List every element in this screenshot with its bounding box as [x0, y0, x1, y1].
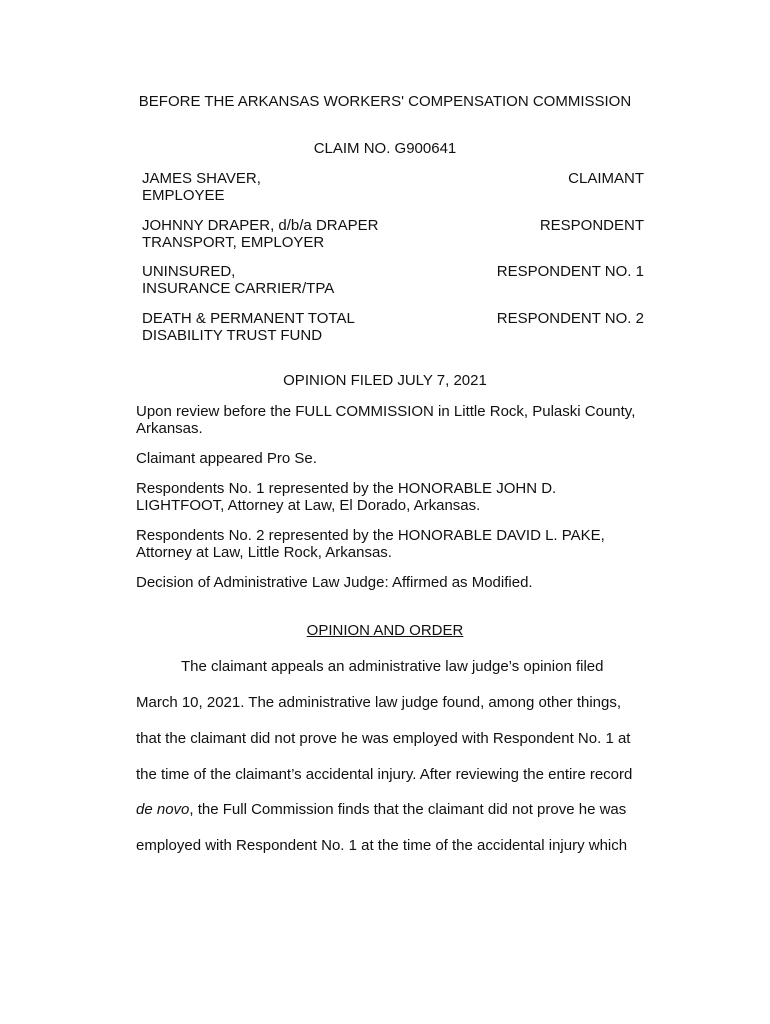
opinion-filed-date: OPINION FILED JULY 7, 2021 [283, 372, 487, 389]
party-name [142, 310, 482, 344]
respondent-2-counsel [136, 527, 656, 561]
party-role: RESPONDENT [539, 217, 644, 234]
paragraph-line: Attorney at Law, Little Rock, Arkansas. [136, 544, 392, 561]
party-name-line: DISABILITY TRUST FUND [142, 327, 323, 344]
body-line: that the claimant did not prove he was employed with Respondent No. 1 at [136, 730, 631, 747]
party-name-line: UNINSURED, [142, 263, 236, 280]
body-line: March 10, 2021. The administrative law judge found, among other things, [136, 694, 622, 711]
claimant-appearance [136, 450, 656, 467]
party-name-line: EMPLOYEE [142, 187, 225, 204]
body-line: The claimant appeals an administrative law judge’s opinion filed [181, 658, 604, 675]
paragraph-line: LIGHTFOOT, Attorney at Law, El Dorado, Arkansas. [136, 497, 481, 514]
party-name-line: DEATH & PERMANENT TOTAL [142, 310, 355, 327]
paragraph-line: Arkansas. [136, 420, 203, 437]
paragraph-line: Upon review before the FULL COMMISSION in Little Rock, Pulaski County, [136, 403, 636, 420]
body-line: employed with Respondent No. 1 at the time of the accidental injury which [136, 837, 628, 854]
party-role: CLAIMANT [568, 170, 644, 187]
body-line-rest: , the Full Commission finds that the claimant did not prove he was [189, 801, 627, 818]
latin-term: de novo [136, 801, 190, 818]
respondent-1-counsel [136, 480, 656, 514]
party-name [142, 263, 482, 297]
review-paragraph [136, 403, 656, 437]
party-role: RESPONDENT NO. 1 [496, 263, 644, 280]
party-role: RESPONDENT NO. 2 [496, 310, 644, 327]
paragraph-line: Respondents No. 2 represented by the HONORABLE DAVID L. PAKE, [136, 527, 605, 544]
alj-decision [136, 574, 656, 591]
party-name-line: JAMES SHAVER, [142, 170, 261, 187]
commission-title: BEFORE THE ARKANSAS WORKERS' COMPENSATION COMMISSION [138, 93, 632, 110]
claim-number: CLAIM NO. G900641 [313, 140, 457, 157]
party-name-line: JOHNNY DRAPER, d/b/a DRAPER [142, 217, 379, 234]
body-line: the time of the claimant’s accidental injury. After reviewing the entire record [136, 766, 633, 783]
party-name [142, 170, 482, 204]
opinion-heading: OPINION AND ORDER [306, 622, 464, 639]
party-name-line: INSURANCE CARRIER/TPA [142, 280, 335, 297]
paragraph-line: Claimant appeared Pro Se. [136, 450, 317, 467]
party-name-line: TRANSPORT, EMPLOYER [142, 234, 325, 251]
paragraph-line: Decision of Administrative Law Judge: Affirmed as Modified. [136, 574, 533, 591]
body-line [136, 801, 626, 818]
paragraph-line: Respondents No. 1 represented by the HONORABLE JOHN D. [136, 480, 557, 497]
party-name [142, 217, 482, 251]
